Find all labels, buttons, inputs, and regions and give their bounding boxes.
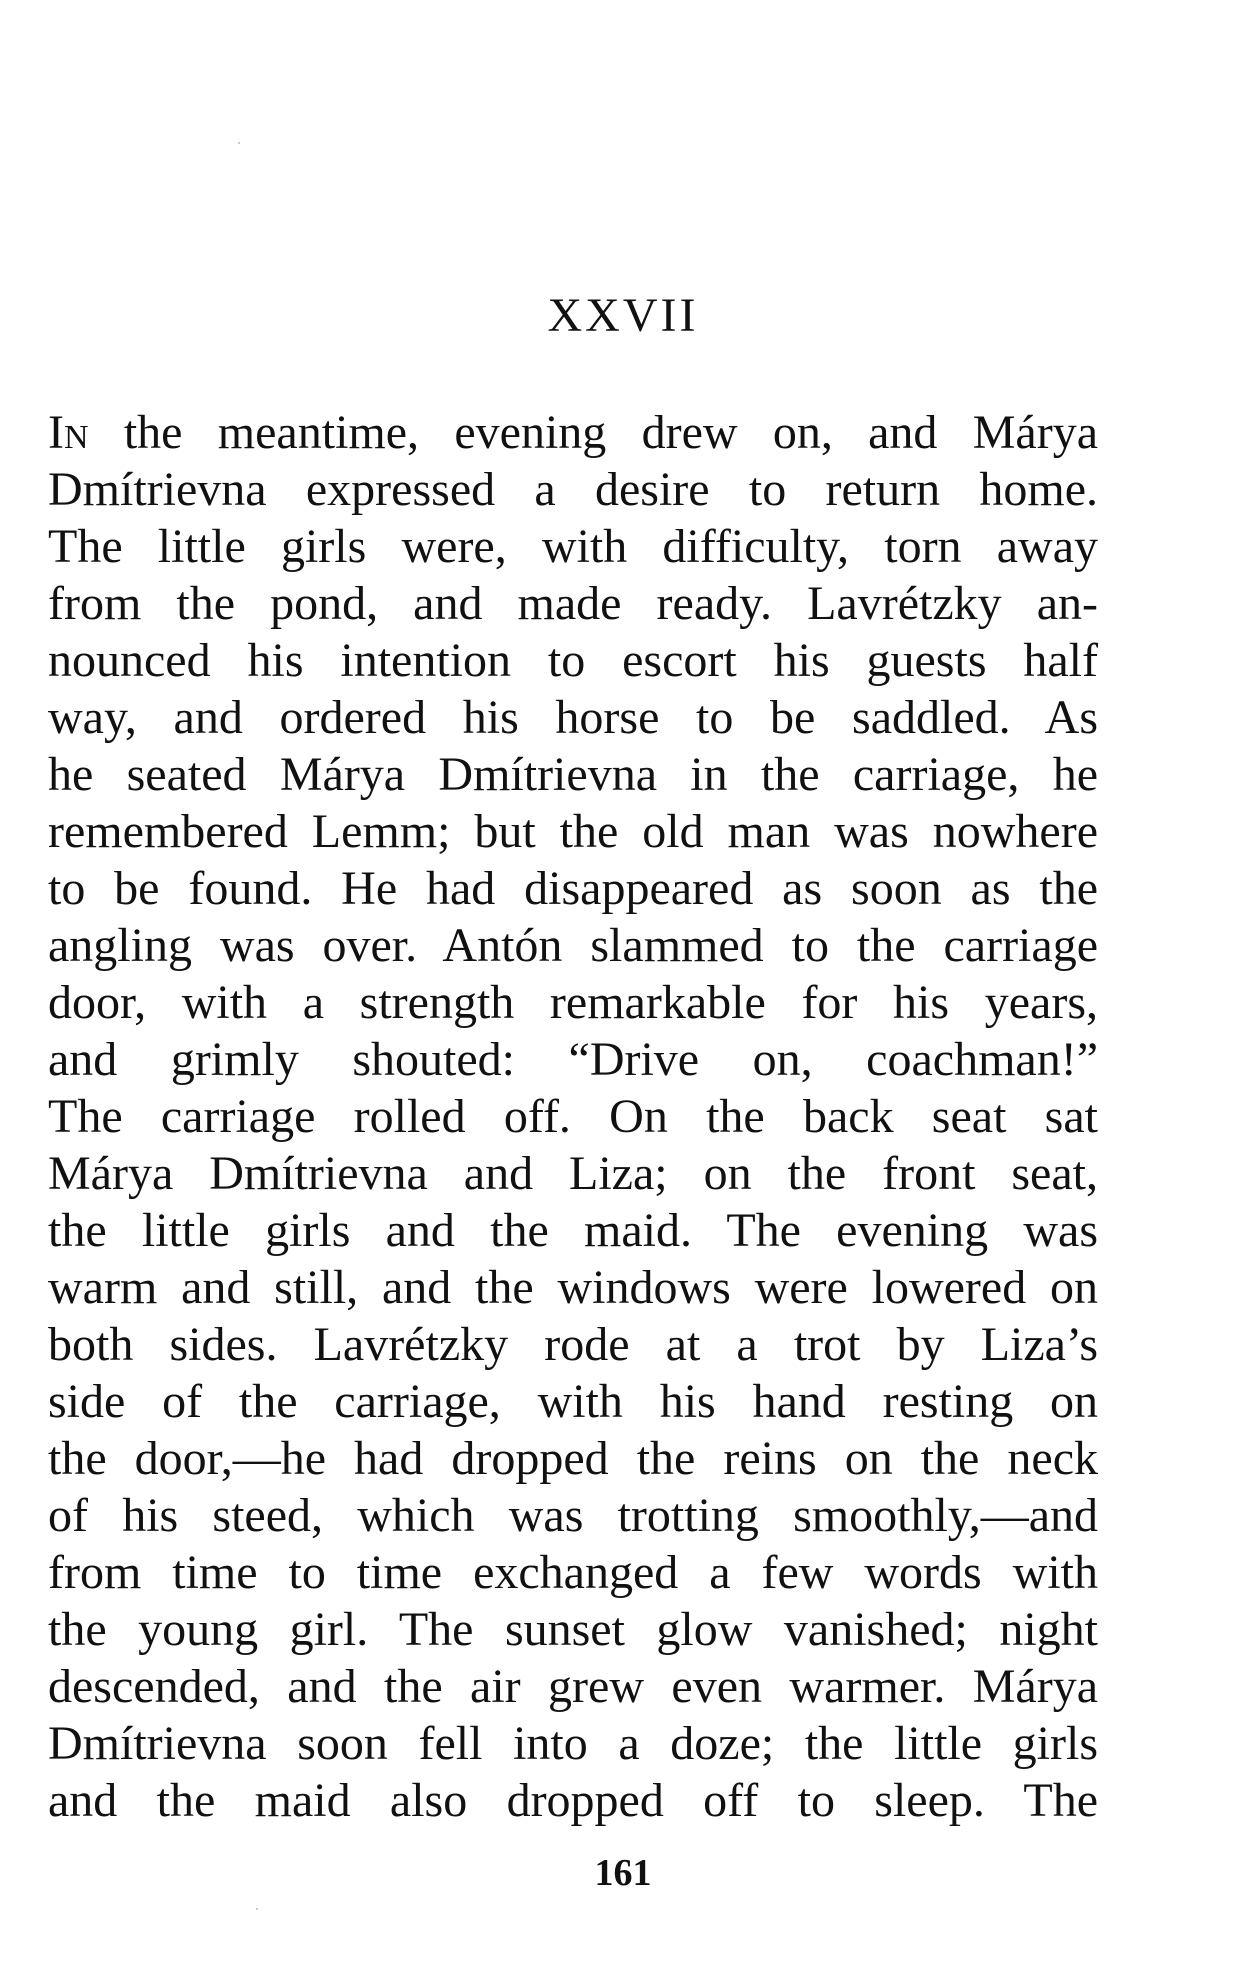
text-line: warm and still, and the windows were lowered on — [48, 1261, 1098, 1314]
text-line: The carriage rolled off. On the back seat sat — [48, 1090, 1098, 1143]
text-line: both sides. Lavrétzky rode at a trot by Liza’s — [48, 1318, 1098, 1371]
text-line: from the pond, and made ready. Lavrétzky an- — [48, 577, 1098, 630]
text-line: and the maid also dropped off to sleep. The — [48, 1774, 1098, 1827]
text-line: side of the carriage, with his hand resting on — [48, 1375, 1098, 1428]
text-line: The little girls were, with difficulty, torn away — [48, 520, 1098, 573]
text-line: and grimly shouted: “Drive on, coachman!” — [48, 1033, 1098, 1086]
body-text — [48, 404, 1098, 1829]
text-line: door, with a strength remarkable for his years, — [48, 976, 1098, 1029]
text-line: the young girl. The sunset glow vanished; night — [48, 1603, 1098, 1656]
text-line: way, and ordered his horse to be saddled. As — [48, 691, 1098, 744]
text-line: Dmítrievna soon fell into a doze; the little girls — [48, 1717, 1098, 1770]
text-line: from time to time exchanged a few words with — [48, 1546, 1098, 1599]
text-line: to be found. He had disappeared as soon as the — [48, 862, 1098, 915]
paper-speck — [238, 142, 240, 144]
text-line: angling was over. Antón slammed to the carriage — [48, 919, 1098, 972]
text-line: nounced his intention to escort his guests half — [48, 634, 1098, 687]
text-line: of his steed, which was trotting smoothly,—and — [48, 1489, 1098, 1542]
text-line: Dmítrievna expressed a desire to return home. — [48, 463, 1098, 516]
line-text: the meantime, evening drew on, and Márya — [88, 406, 1098, 459]
text-line — [48, 404, 1098, 461]
text-line: descended, and the air grew even warmer. Márya — [48, 1660, 1098, 1713]
page-number: 161 — [594, 1852, 652, 1894]
paper-speck — [256, 1908, 258, 1910]
opening-word: In — [48, 406, 89, 459]
text-line: he seated Márya Dmítrievna in the carriage, he — [48, 748, 1098, 801]
text-line: the door,—he had dropped the reins on the neck — [48, 1432, 1098, 1485]
text-line: the little girls and the maid. The evening was — [48, 1204, 1098, 1257]
text-line: Márya Dmítrievna and Liza; on the front seat, — [48, 1147, 1098, 1200]
text-line: remembered Lemm; but the old man was nowhere — [48, 805, 1098, 858]
chapter-heading: XXVII — [547, 289, 699, 342]
